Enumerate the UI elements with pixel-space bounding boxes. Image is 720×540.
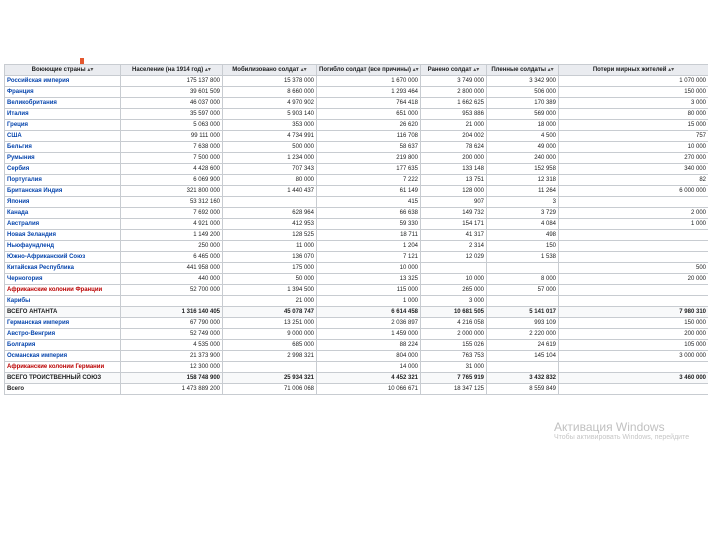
table-cell: 10 066 671 [317,384,421,395]
table-cell: 757 [559,131,709,142]
country-name-link[interactable]: Австралия [5,219,121,230]
country-name-link[interactable]: Африканские колонии Франции [5,285,121,296]
table-cell: 4 535 000 [121,340,223,351]
table-cell: 3 [487,197,559,208]
header-row [5,65,709,76]
table-cell: 133 148 [421,164,487,175]
table-row [5,384,709,395]
table-row [5,197,709,208]
table-cell: 993 109 [487,318,559,329]
table-row [5,263,709,274]
table-cell: 1 149 200 [121,230,223,241]
country-name-link[interactable]: Южно-Африканский Союз [5,252,121,263]
column-header[interactable] [317,65,421,76]
table-cell: 2 036 897 [317,318,421,329]
table-cell: 52 749 000 [121,329,223,340]
table-cell: 5 063 000 [121,120,223,131]
column-header[interactable] [487,65,559,76]
table-cell: 152 958 [487,164,559,175]
table-cell: 1 394 500 [223,285,317,296]
table-row [5,241,709,252]
country-name-link[interactable]: Сербия [5,164,121,175]
table-cell: 136 070 [223,252,317,263]
table-cell: 4 734 991 [223,131,317,142]
table-cell: 500 [559,263,709,274]
sort-arrow-icon[interactable]: ▴▾ [666,67,675,73]
table-cell: 250 000 [121,241,223,252]
country-name-link[interactable]: Германская империя [5,318,121,329]
table-row [5,98,709,109]
table-cell: 440 000 [121,274,223,285]
sort-arrow-icon[interactable]: ▴▾ [545,67,554,73]
country-name-link: Всего [5,384,121,395]
table-cell: 500 000 [223,142,317,153]
table-row [5,230,709,241]
country-name-link[interactable]: Бельгия [5,142,121,153]
table-row [5,296,709,307]
table-cell: 80 000 [223,175,317,186]
table-cell: 1 204 [317,241,421,252]
table-cell: 13 325 [317,274,421,285]
table-row [5,76,709,87]
table-cell: 66 638 [317,208,421,219]
table-cell: 240 000 [487,153,559,164]
table-cell: 20 000 [559,274,709,285]
table-row [5,285,709,296]
country-name-link[interactable]: Ньюфаундленд [5,241,121,252]
column-header-label: Пленные солдаты [491,67,546,73]
table-cell: 6 465 000 [121,252,223,263]
country-name-link[interactable]: Великобритания [5,98,121,109]
table-cell: 6 614 458 [317,307,421,318]
table-cell: 3 000 000 [559,351,709,362]
table-cell: 35 597 000 [121,109,223,120]
windows-activation-hint: Чтобы активировать Windows, перейдите [554,434,690,441]
table-cell [121,296,223,307]
table-cell: 99 111 000 [121,131,223,142]
table-cell: 154 171 [421,219,487,230]
sort-arrow-icon[interactable]: ▴▾ [471,67,480,73]
table-cell: 953 886 [421,109,487,120]
table-cell: 415 [317,197,421,208]
table-cell: 4 500 [487,131,559,142]
table-cell: 3 460 000 [559,373,709,384]
table-cell [487,263,559,274]
table-cell: 1 538 [487,252,559,263]
table-cell: 10 000 [559,142,709,153]
country-name-link[interactable]: Португалия [5,175,121,186]
table-cell: 441 958 000 [121,263,223,274]
casualties-table [4,64,708,395]
table-cell: 67 790 000 [121,318,223,329]
table-cell: 5 141 017 [487,307,559,318]
table-cell: 115 000 [317,285,421,296]
table-cell: 200 000 [559,329,709,340]
country-name-link[interactable]: Болгария [5,340,121,351]
table-cell: 412 953 [223,219,317,230]
country-name-link[interactable]: Британская Индия [5,186,121,197]
table-cell: 3 342 900 [487,76,559,87]
table-cell: 175 000 [223,263,317,274]
table-cell: 9 000 000 [223,329,317,340]
table-row [5,329,709,340]
table-row [5,186,709,197]
table-cell: 3 432 832 [487,373,559,384]
table-cell: 4 216 058 [421,318,487,329]
table-row [5,164,709,175]
table-cell: 61 149 [317,186,421,197]
table-cell: 804 000 [317,351,421,362]
table-cell: 2 220 000 [487,329,559,340]
table-row [5,120,709,131]
table-cell: 10 681 505 [421,307,487,318]
table-cell: 25 934 321 [223,373,317,384]
country-name-link[interactable]: Япония [5,197,121,208]
table-cell: 2 314 [421,241,487,252]
table-cell [559,362,709,373]
table-cell: 1 316 140 405 [121,307,223,318]
table-cell: 150 000 [559,87,709,98]
table-cell [559,252,709,263]
country-name-link[interactable]: Черногория [5,274,121,285]
table-cell: 116 708 [317,131,421,142]
country-name-link[interactable]: Австро-Венгрия [5,329,121,340]
table-cell: 13 251 000 [223,318,317,329]
table-cell: 149 732 [421,208,487,219]
table-cell: 88 224 [317,340,421,351]
table-cell: 49 000 [487,142,559,153]
table-cell: 651 000 [317,109,421,120]
table-cell: 204 002 [421,131,487,142]
table-cell: 4 084 [487,219,559,230]
casualties-table-container [4,64,708,448]
country-name-link[interactable]: Италия [5,109,121,120]
table-cell: 12 029 [421,252,487,263]
column-header[interactable] [421,65,487,76]
table-cell: 71 006 068 [223,384,317,395]
country-name-link[interactable]: Османская империя [5,351,121,362]
table-cell: 7 500 000 [121,153,223,164]
table-cell: 57 000 [487,285,559,296]
table-cell: 685 000 [223,340,317,351]
table-cell: 26 620 [317,120,421,131]
column-header[interactable] [5,65,121,76]
table-cell: 763 753 [421,351,487,362]
table-cell: 10 000 [317,263,421,274]
table-cell: 270 000 [559,153,709,164]
table-cell: 128 000 [421,186,487,197]
table-cell: 53 312 160 [121,197,223,208]
table-cell: 14 000 [317,362,421,373]
table-cell: 7 765 919 [421,373,487,384]
table-cell: 1 234 000 [223,153,317,164]
table-cell: 3 000 [421,296,487,307]
table-cell: 58 637 [317,142,421,153]
table-row [5,175,709,186]
table-cell: 18 000 [487,120,559,131]
table-cell [559,384,709,395]
column-header-label: Потери мирных жителей [592,67,667,73]
sort-arrow-icon[interactable]: ▴▾ [410,67,419,73]
table-row [5,87,709,98]
table-cell: 2 000 000 [421,329,487,340]
table-cell: 4 452 321 [317,373,421,384]
table-cell: 353 000 [223,120,317,131]
table-cell: 175 137 800 [121,76,223,87]
table-cell: 1 670 000 [317,76,421,87]
table-cell: 46 037 000 [121,98,223,109]
table-cell: 498 [487,230,559,241]
table-cell [559,241,709,252]
table-cell: 128 525 [223,230,317,241]
table-cell [487,296,559,307]
table-cell: 41 317 [421,230,487,241]
country-name-link[interactable]: Китайская Республика [5,263,121,274]
column-header-label: Ранено солдат [427,67,472,73]
table-cell: 4 970 902 [223,98,317,109]
table-cell: 82 [559,175,709,186]
table-cell: 4 921 000 [121,219,223,230]
table-cell: 50 000 [223,274,317,285]
sort-arrow-icon[interactable]: ▴▾ [85,67,94,73]
country-name-link[interactable]: Новая Зеландия [5,230,121,241]
table-cell: 15 378 000 [223,76,317,87]
table-cell: 3 000 [559,98,709,109]
table-cell: 21 000 [223,296,317,307]
table-row [5,307,709,318]
table-cell: 6 000 000 [559,186,709,197]
table-cell: 7 222 [317,175,421,186]
table-cell: 8 660 000 [223,87,317,98]
country-name-link[interactable]: Румыния [5,153,121,164]
column-header-label: Воюющие страны [31,67,86,73]
table-body [5,76,709,395]
table-cell: 105 000 [559,340,709,351]
table-cell: 155 026 [421,340,487,351]
table-cell: 7 638 000 [121,142,223,153]
table-cell [559,285,709,296]
country-name-link[interactable]: Карибы [5,296,121,307]
table-cell: 1 000 [559,219,709,230]
table-row [5,274,709,285]
table-cell: 8 559 849 [487,384,559,395]
table-cell: 177 635 [317,164,421,175]
table-cell: 11 264 [487,186,559,197]
table-cell: 6 069 900 [121,175,223,186]
table-cell: 219 800 [317,153,421,164]
table-cell: 200 000 [421,153,487,164]
table-row [5,340,709,351]
table-cell: 145 104 [487,351,559,362]
table-cell: 3 729 [487,208,559,219]
windows-activation-watermark: Активация Windows [554,420,665,434]
table-cell: 907 [421,197,487,208]
table-cell: 12 318 [487,175,559,186]
table-cell: 1 440 437 [223,186,317,197]
table-cell: 3 749 000 [421,76,487,87]
table-cell [559,230,709,241]
table-cell: 4 428 600 [121,164,223,175]
table-cell: 1 293 464 [317,87,421,98]
table-cell: 1 473 889 200 [121,384,223,395]
table-cell: 78 624 [421,142,487,153]
table-row [5,153,709,164]
table-cell: 13 751 [421,175,487,186]
column-header-label: Население (на 1914 год) [132,67,204,73]
table-cell: 15 000 [559,120,709,131]
table-cell [223,197,317,208]
table-cell: 21 000 [421,120,487,131]
table-cell: 39 601 509 [121,87,223,98]
table-cell: 52 700 000 [121,285,223,296]
table-cell: 18 347 125 [421,384,487,395]
table-cell: 764 418 [317,98,421,109]
country-name-link[interactable]: США [5,131,121,142]
column-header-label: Погибло солдат (все причины) [319,67,411,73]
table-cell: 170 389 [487,98,559,109]
table-cell: 2 800 000 [421,87,487,98]
table-row [5,142,709,153]
table-row [5,373,709,384]
table-cell: 1 662 625 [421,98,487,109]
table-cell [559,197,709,208]
sort-arrow-icon[interactable]: ▴▾ [203,67,211,73]
country-name-link[interactable]: Африканские колонии Германии [5,362,121,373]
table-cell: 321 800 000 [121,186,223,197]
table-cell: 10 000 [421,274,487,285]
table-cell [421,263,487,274]
sort-arrow-icon[interactable]: ▴▾ [299,67,307,73]
table-cell: 569 000 [487,109,559,120]
country-name-link: ВСЕГО ТРОИСТВЕННЫЙ СОЮЗ [5,373,121,384]
column-header-label: Мобилизовано солдат [232,67,299,73]
table-cell: 5 903 140 [223,109,317,120]
table-cell: 21 373 900 [121,351,223,362]
table-row [5,109,709,120]
country-name-link[interactable]: Канада [5,208,121,219]
country-name-link[interactable]: Российская империя [5,76,121,87]
table-row [5,351,709,362]
table-cell: 150 000 [559,318,709,329]
table-cell [487,362,559,373]
country-name-link[interactable]: Франция [5,87,121,98]
table-row [5,219,709,230]
table-cell: 265 000 [421,285,487,296]
table-row [5,362,709,373]
table-cell: 1 070 000 [559,76,709,87]
table-cell [223,362,317,373]
table-cell: 7 980 310 [559,307,709,318]
table-header [5,65,709,76]
table-cell: 12 300 000 [121,362,223,373]
table-row [5,131,709,142]
table-cell: 628 964 [223,208,317,219]
column-header[interactable] [223,65,317,76]
country-name-link[interactable]: Греция [5,120,121,131]
table-cell: 1 459 000 [317,329,421,340]
table-row [5,252,709,263]
column-header[interactable] [121,65,223,76]
table-cell: 2 000 [559,208,709,219]
table-cell: 11 000 [223,241,317,252]
table-cell: 8 000 [487,274,559,285]
table-cell: 45 078 747 [223,307,317,318]
table-cell: 7 121 [317,252,421,263]
table-cell: 7 692 000 [121,208,223,219]
table-cell: 18 711 [317,230,421,241]
table-cell: 340 000 [559,164,709,175]
table-cell: 59 330 [317,219,421,230]
table-row [5,318,709,329]
table-cell: 1 000 [317,296,421,307]
table-cell: 506 000 [487,87,559,98]
table-cell: 707 343 [223,164,317,175]
table-cell: 31 000 [421,362,487,373]
table-cell: 2 998 321 [223,351,317,362]
table-cell: 24 619 [487,340,559,351]
table-cell [559,296,709,307]
country-name-link: ВСЕГО АНТАНТА [5,307,121,318]
column-header[interactable] [559,65,709,76]
table-cell: 80 000 [559,109,709,120]
table-cell: 158 748 900 [121,373,223,384]
table-cell: 150 [487,241,559,252]
table-row [5,208,709,219]
